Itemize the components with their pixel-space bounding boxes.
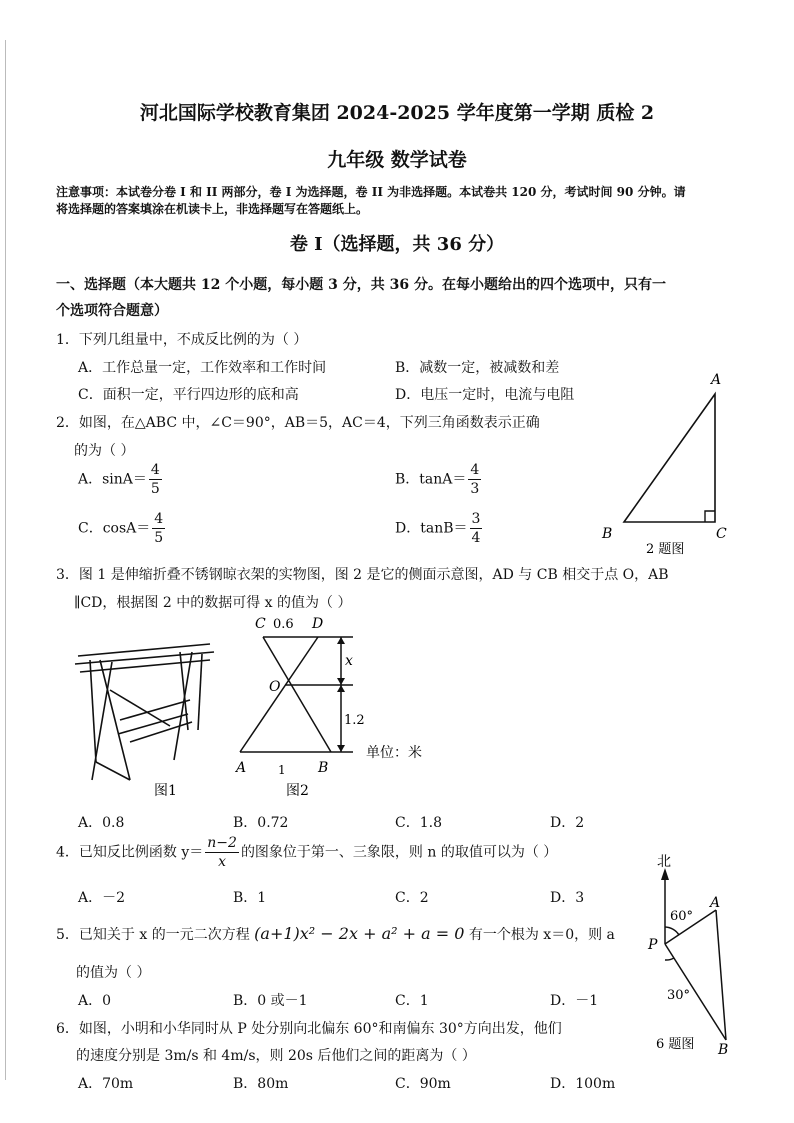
q4-stem-post: 的图象位于第一、三象限，则 n 的取值可以为（ ） bbox=[240, 844, 558, 861]
q6-option-b[interactable]: B．80m bbox=[233, 1076, 289, 1092]
q2-option-a[interactable] bbox=[78, 463, 164, 496]
q3-stem-1: 3．图 1 是伸缩折叠不锈钢晾衣架的实物图，图 2 是它的侧面示意图，AD 与 CB 相交于点 O，AB bbox=[56, 567, 669, 583]
fig2-caption: 图2 bbox=[286, 783, 309, 799]
q4-option-c[interactable]: C．2 bbox=[395, 890, 429, 906]
angle-60-label: 60° bbox=[670, 909, 694, 924]
q5-stem-2: 的值为（ ） bbox=[76, 965, 151, 981]
right-angle-mark bbox=[705, 511, 715, 522]
angle-30-label: 30° bbox=[667, 988, 691, 1003]
exam-subtitle: 九年级 数学试卷 bbox=[327, 149, 467, 171]
drying-rack-figure bbox=[70, 630, 220, 800]
numerator: 3 bbox=[471, 511, 481, 527]
q1-option-c[interactable]: C．面积一定，平行四边形的底和高 bbox=[78, 387, 299, 403]
q5-stem-post: 有一个根为 x＝0，则 a bbox=[468, 927, 615, 943]
q5-option-b[interactable]: B．0 或－1 bbox=[233, 993, 308, 1009]
numerator: n−2 bbox=[207, 835, 237, 851]
point-d-label: D bbox=[312, 616, 324, 632]
q5-option-d[interactable]: D．－1 bbox=[550, 993, 599, 1009]
numerator: 4 bbox=[154, 511, 164, 527]
point-p-label: P bbox=[648, 937, 658, 953]
numerator: 4 bbox=[150, 462, 160, 478]
q2-option-c-fraction bbox=[152, 512, 165, 545]
q6-figure-caption: 6 题图 bbox=[656, 1037, 695, 1052]
unit-label: 单位：米 bbox=[366, 745, 422, 761]
angle-30-arc bbox=[665, 958, 674, 960]
q2-option-b[interactable] bbox=[395, 463, 483, 496]
q2-stem-2: 的为（ ） bbox=[74, 443, 135, 459]
north-label: 北 bbox=[657, 854, 671, 870]
point-a-label: A bbox=[236, 760, 247, 776]
section-title: 卷 I（选择题，共 36 分） bbox=[289, 234, 505, 255]
point-c-label: C bbox=[255, 616, 266, 632]
q6-direction-figure bbox=[640, 852, 750, 1062]
part1-line1: 一、选择题（本大题共 12 个小题，每小题 3 分，共 36 分。在每小题给出的四个选项中，只有一 bbox=[56, 277, 666, 293]
q2-figure-caption: 2 题图 bbox=[646, 542, 685, 557]
length-1-2-label: 1.2 bbox=[344, 713, 365, 728]
q1-stem: 1．下列几组量中，不成反比例的为（ ） bbox=[56, 332, 308, 348]
q3-option-c[interactable]: C．1.8 bbox=[395, 815, 442, 831]
fig1-caption: 图1 bbox=[154, 783, 177, 799]
q2-triangle-figure bbox=[590, 366, 740, 561]
part1-line2: 个选项符合题意） bbox=[56, 303, 168, 319]
notice-line-1: 注意事项：本试卷分卷 I 和 II 两部分，卷 I 为选择题，卷 II 为非选择题。本试卷共 120 分，考试时间 90 分钟。请 bbox=[56, 185, 686, 199]
numerator: 4 bbox=[470, 462, 480, 478]
point-b-label: B bbox=[718, 1042, 729, 1058]
length-x-label: x bbox=[345, 653, 353, 669]
length-cd-label: 0.6 bbox=[273, 617, 294, 632]
vertex-a-label: A bbox=[711, 372, 722, 388]
q2-option-a-fraction bbox=[149, 463, 162, 496]
angle-60-arc bbox=[665, 927, 679, 935]
length-ab-label: 1 bbox=[278, 763, 286, 777]
q3-schematic-figure bbox=[228, 612, 458, 802]
q2-stem-1: 2．如图，在△ABC 中，∠C＝90°，AB＝5，AC＝4，下列三角函数表示正确 bbox=[56, 415, 540, 431]
q2-option-b-label: B．tanA＝ bbox=[395, 471, 467, 488]
q6-option-d[interactable]: D．100m bbox=[550, 1076, 616, 1092]
q4-option-b[interactable]: B．1 bbox=[233, 890, 267, 906]
q3-option-d[interactable]: D．2 bbox=[550, 815, 585, 831]
exam-title: 河北国际学校教育集团 2024-2025 学年度第一学期 质检 2 bbox=[139, 102, 655, 124]
q2-option-c-label: C．cosA＝ bbox=[78, 520, 151, 537]
page-edge-line bbox=[5, 40, 6, 1080]
notice bbox=[56, 184, 746, 218]
denominator: 5 bbox=[154, 530, 164, 546]
vertex-b-label: B bbox=[602, 526, 613, 542]
q2-option-b-fraction bbox=[468, 463, 481, 496]
q4-stem-pre: 4．已知反比例函数 y＝ bbox=[56, 844, 204, 861]
q2-option-d-label: D．tanB＝ bbox=[395, 520, 468, 537]
q4-option-d[interactable]: D．3 bbox=[550, 890, 585, 906]
q5-option-c[interactable]: C．1 bbox=[395, 993, 429, 1009]
q2-option-a-label: A．sinA＝ bbox=[78, 471, 147, 488]
point-o-label: O bbox=[269, 679, 281, 695]
point-b-label: B bbox=[318, 760, 329, 776]
q6-option-a[interactable]: A．70m bbox=[78, 1076, 134, 1092]
q1-option-b[interactable]: B．减数一定，被减数和差 bbox=[395, 360, 560, 376]
denominator: x bbox=[218, 854, 227, 870]
q6-option-c[interactable]: C．90m bbox=[395, 1076, 451, 1092]
q2-option-d[interactable] bbox=[395, 512, 484, 545]
denominator: 4 bbox=[471, 530, 481, 546]
q6-stem-1: 6．如图，小明和小华同时从 P 处分别向北偏东 60°和南偏东 30°方向出发，他们 bbox=[56, 1021, 562, 1037]
q2-option-d-fraction bbox=[470, 512, 483, 545]
q2-option-c[interactable] bbox=[78, 512, 167, 545]
q3-option-b[interactable]: B．0.72 bbox=[233, 815, 289, 831]
notice-line-2: 将选择题的答案填涂在机读卡上，非选择题写在答题纸上。 bbox=[56, 202, 369, 216]
triangle-abc bbox=[624, 394, 715, 522]
q4-option-a[interactable]: A．－2 bbox=[78, 890, 126, 906]
q3-stem-2: ∥CD，根据图 2 中的数据可得 x 的值为（ ） bbox=[74, 595, 352, 611]
q5-option-a[interactable]: A．0 bbox=[78, 993, 112, 1009]
q1-option-d[interactable]: D．电压一定时，电流与电阻 bbox=[395, 387, 575, 403]
q4-stem bbox=[56, 836, 557, 869]
q5-stem-pre: 5．已知关于 x 的一元二次方程 bbox=[56, 927, 250, 943]
segment-ab bbox=[716, 910, 726, 1040]
q3-option-a[interactable]: A．0.8 bbox=[78, 815, 125, 831]
denominator: 5 bbox=[150, 481, 160, 497]
q5-stem bbox=[56, 924, 615, 944]
q5-equation: (a+1)x² − 2x + a² + a = 0 bbox=[254, 924, 465, 943]
vertex-c-label: C bbox=[716, 526, 727, 542]
q4-function-fraction bbox=[205, 836, 239, 869]
q1-option-a[interactable]: A．工作总量一定，工作效率和工作时间 bbox=[78, 360, 327, 376]
q6-stem-2: 的速度分别是 3m/s 和 4m/s，则 20s 后他们之间的距离为（ ） bbox=[76, 1048, 476, 1064]
point-a-label: A bbox=[710, 895, 721, 911]
denominator: 3 bbox=[470, 481, 480, 497]
